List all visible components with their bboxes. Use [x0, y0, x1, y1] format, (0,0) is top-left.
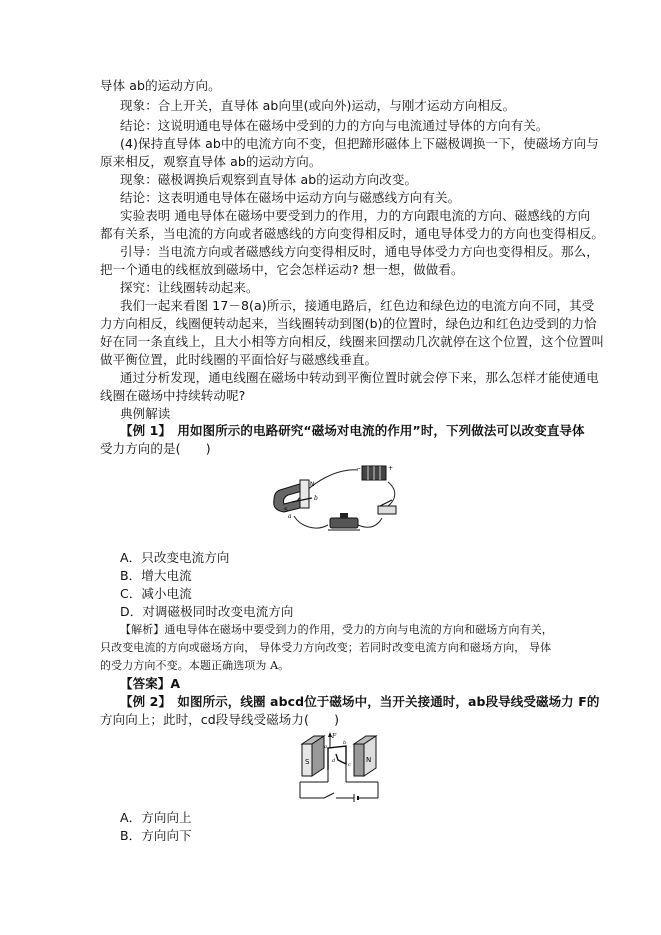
answer-1: 【答案】A — [120, 676, 181, 691]
analysis-line-1: 【解析】通电导体在磁场中要受到力的作用，受力的方向与电流的方向和磁场方向有关， — [120, 623, 553, 636]
coil-d-label: d — [332, 758, 336, 764]
section-heading: 典例解读 — [120, 406, 171, 421]
text-line-16: 做平衡位置，此时线圈的平面恰好与磁感线垂直。 — [100, 352, 378, 367]
text-line-4: (4)保持直导体 ab中的电流方向不变，但把蹄形磁体上下磁极调换一下，使磁场方向与 — [120, 136, 599, 151]
coil-c-label: c — [348, 762, 351, 768]
option-1-a: A．只改变电流方向 — [120, 550, 230, 565]
text-line-9: 都有关系，当电流的方向或者磁感线的方向变得相反时，通电导体受力的方向也变得相反。 — [100, 226, 605, 241]
option-1-d: D．对调磁极同时改变电流方向 — [120, 604, 294, 619]
force-f-label: F — [332, 733, 337, 740]
example-2-question: 【例 2】 如图所示，线圈 abcd位于磁场中，当开关接通时，ab段导线受磁场力 F的 — [120, 694, 600, 709]
text-line-15: 好在同一条直线上，且大小相等方向相反，线圈来回摆动几次就停在这个位置，这个位置叫 — [100, 334, 605, 349]
battery-minus-label: − — [356, 465, 362, 472]
text-line-6: 现象：磁极调换后观察到直导体 ab的运动方向改变。 — [120, 172, 418, 187]
point-b-label: b — [314, 495, 318, 502]
coil-b-label: b — [343, 740, 347, 746]
text-line-13: 我们一起来看图 17－8(a)所示，接通电路后，红色边和绿色边的电流方向不同，其受 — [120, 298, 595, 313]
coil-a-label: a — [324, 744, 327, 750]
circuit-figure-1 — [270, 460, 410, 540]
text-line-2: 现象：合上开关，直导体 ab向里(或向外)运动，与刚才运动方向相反。 — [120, 98, 516, 113]
text-line-17: 通过分析发现，通电线圈在磁场中转动到平衡位置时就会停下来，那么怎样才能使通电 — [120, 370, 599, 385]
text-line-11: 把一个通电的线框放到磁场中，它会怎样运动? 想一想，做做看。 — [100, 262, 464, 277]
magnet-n-label: N — [310, 481, 315, 488]
analysis-line-2: 只改变电流的方向或磁场方向， 导体受力方向改变；若同时改变电流方向和磁场方向， 导体 — [100, 641, 552, 654]
option-2-b: B．方向向下 — [120, 828, 192, 843]
example-1-question-cont: 受力方向的是( ) — [100, 441, 211, 456]
example-1-question: 【例 1】 用如图所示的电路研究“磁场对电流的作用”时，下列做法可以改变直导体 — [120, 423, 585, 438]
analysis-line-3: 的受力方向不变。本题正确选项为 A。 — [100, 659, 290, 672]
text-line-14: 力方向相反，线圈便转动起来，当线圈转动到图(b)的位置时，绿色边和红色边受到的力恰 — [100, 316, 597, 331]
text-line-18: 线圈在磁场中持续转动呢? — [100, 388, 246, 403]
text-line-3: 结论：这说明通电导体在磁场中受到的力的方向与电流通过导体的方向有关。 — [120, 118, 549, 133]
point-a-label: a — [288, 513, 292, 520]
text-line-12: 探究：让线圈转动起来。 — [120, 280, 259, 295]
battery-plus-label: + — [388, 465, 394, 472]
text-line-10: 引导：当电流方向或者磁感线方向变得相反时，通电导体受力方向也变得相反。那么， — [120, 244, 599, 259]
pole-n-label: N — [366, 756, 372, 764]
option-2-a: A．方向向上 — [120, 810, 192, 825]
text-line-1: 导体 ab的运动方向。 — [100, 78, 221, 93]
text-line-8: 实验表明 通电导体在磁场中要受到力的作用，力的方向跟电流的方向、磁感线的方向 — [120, 208, 591, 223]
option-1-c: C．减小电流 — [120, 586, 192, 601]
option-1-b: B．增大电流 — [120, 568, 192, 583]
pole-s-label: S — [305, 758, 310, 766]
text-line-5: 原来相反，观察直导体 ab的运动方向。 — [100, 154, 322, 169]
example-2-question-cont: 方向向上；此时，cd段导线受磁场力( ) — [100, 712, 340, 727]
magnet-s-label: S — [284, 507, 288, 514]
text-line-7: 结论：这表明通电导体在磁场中运动方向与磁感线方向有关。 — [120, 190, 461, 205]
coil-figure-2 — [296, 730, 382, 802]
